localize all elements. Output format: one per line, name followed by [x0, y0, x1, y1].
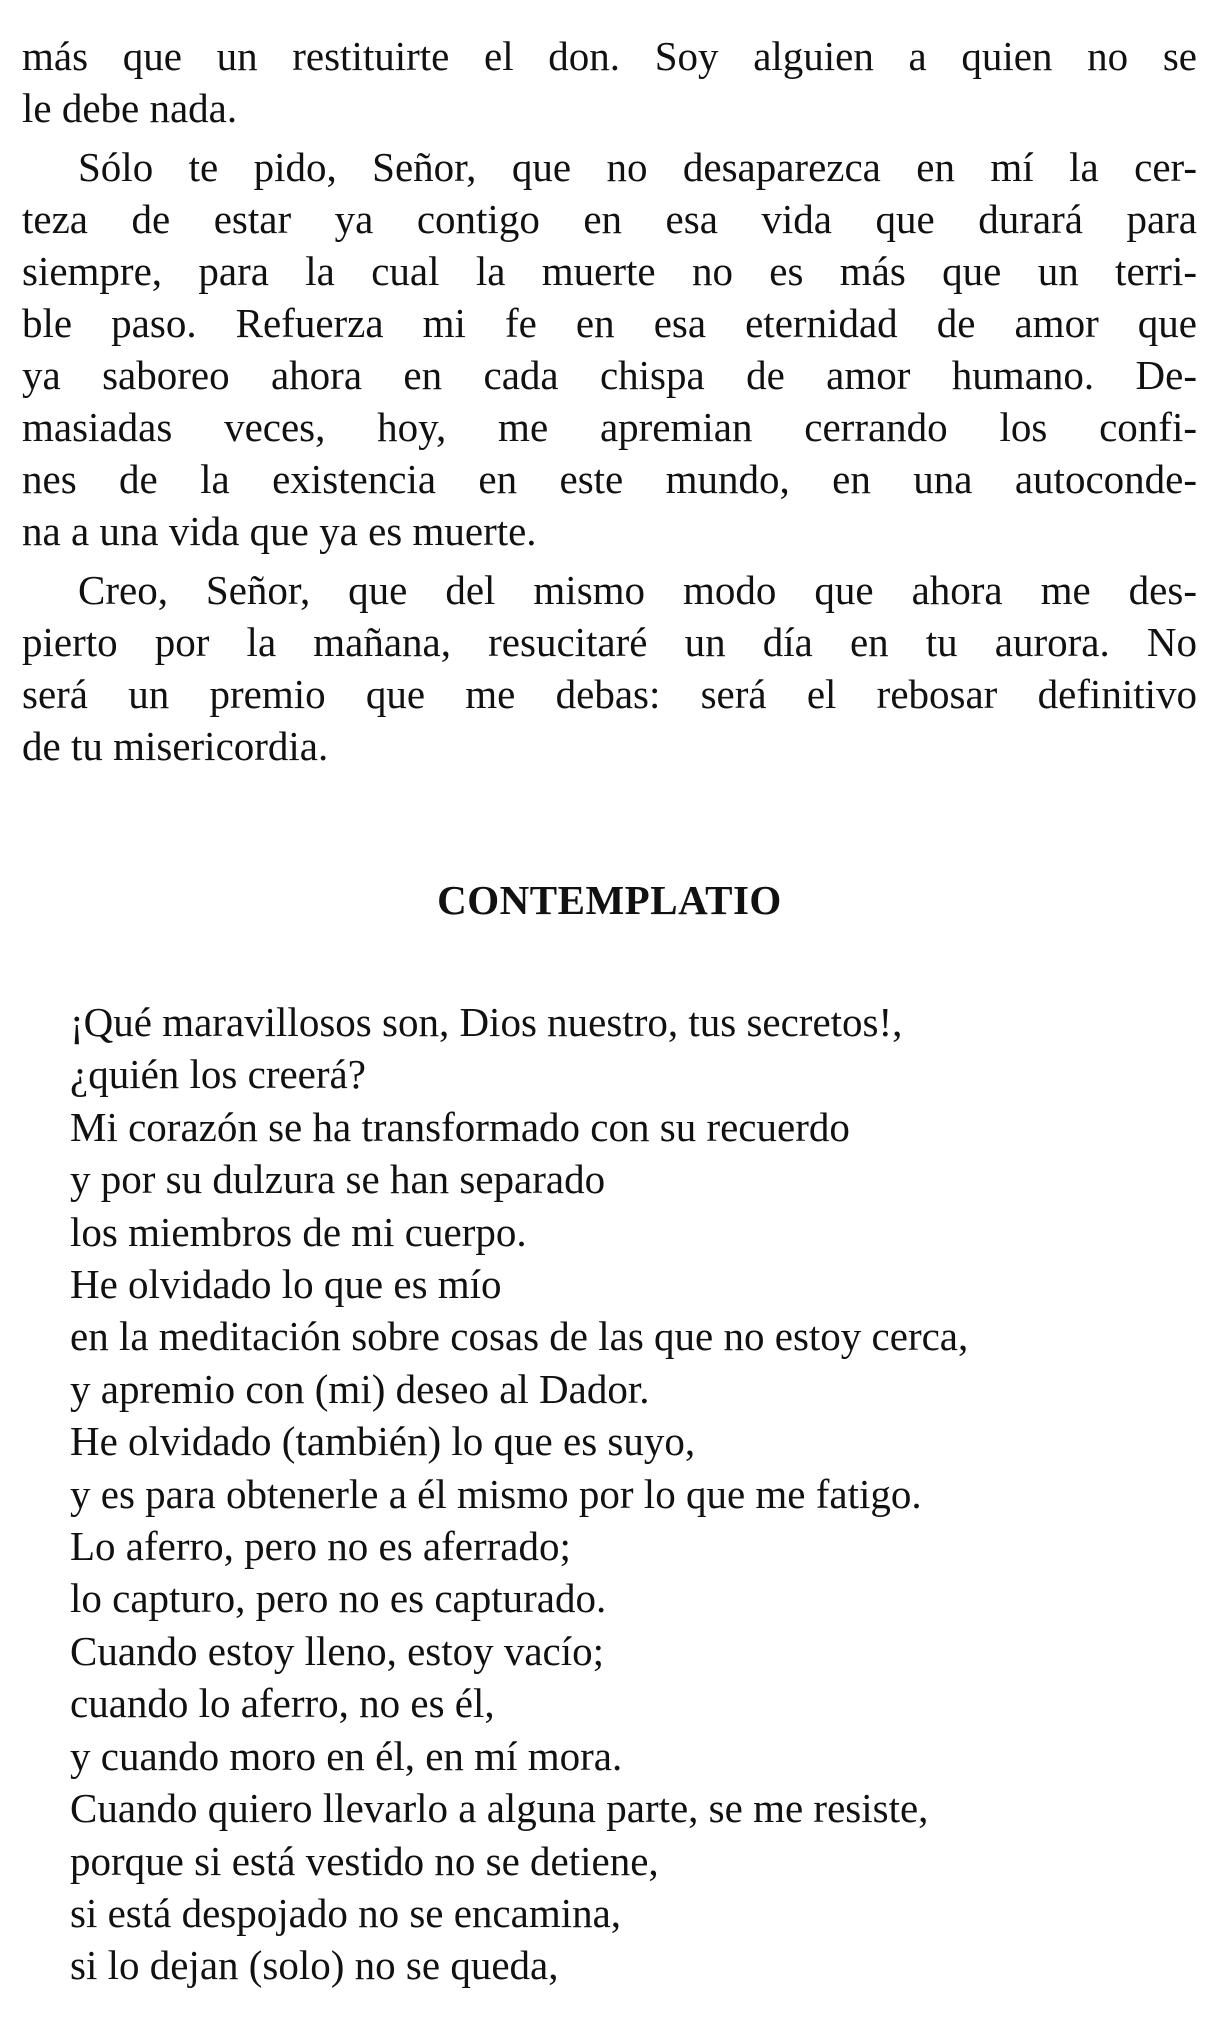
- text-line: masiadas veces, hoy, me apremian cerrando los confi-: [22, 404, 1197, 450]
- poem-line: porque si está vestido no se detiene,: [70, 1837, 659, 1884]
- paragraph-2: [22, 141, 1197, 557]
- poem-line: Cuando quiero llevarlo a alguna parte, se me resiste,: [70, 1785, 929, 1832]
- poem-line: los miembros de mi cuerpo.: [70, 1208, 527, 1255]
- poem-line: ¡Qué maravillosos son, Dios nuestro, tus secretos!,: [70, 999, 903, 1045]
- poem-line: He olvidado (también) lo que es suyo,: [70, 1418, 696, 1465]
- text-line: pierto por la mañana, resucitaré un día en tu aurora. No: [22, 619, 1197, 665]
- text-line: na a una vida que ya es muerte.: [22, 508, 537, 554]
- text-line: Creo, Señor, que del mismo modo que ahora me des-: [78, 567, 1197, 613]
- poem-line: y es para obtenerle a él mismo por lo que me fatigo.: [70, 1470, 922, 1517]
- poem-line: si está despojado no se encamina,: [70, 1889, 622, 1936]
- paragraph-3: [22, 564, 1197, 772]
- book-page: [22, 30, 1197, 1992]
- text-line: será un premio que me debas: será el rebosar definitivo: [22, 671, 1197, 717]
- poem-line: en la meditación sobre cosas de las que no estoy cerca,: [70, 1313, 969, 1360]
- text-line: siempre, para la cual la muerte no es más que un terri-: [22, 248, 1197, 294]
- poem-line: y cuando moro en él, en mí mora.: [70, 1732, 623, 1779]
- poem-line: cuando lo aferro, no es él,: [70, 1680, 495, 1727]
- poem: [22, 996, 1197, 1992]
- text-line: ble paso. Refuerza mi fe en esa eternidad de amor que: [22, 300, 1197, 346]
- text-line: nes de la existencia en este mundo, en una autoconde-: [22, 456, 1197, 502]
- text-line: Sólo te pido, Señor, que no desaparezca en mí la cer-: [78, 144, 1197, 190]
- text-line: le debe nada.: [22, 85, 238, 131]
- poem-line: He olvidado lo que es mío: [70, 1261, 502, 1308]
- poem-line: Mi corazón se ha transformado con su recuerdo: [70, 1103, 850, 1150]
- poem-line: Cuando estoy lleno, estoy vacío;: [70, 1627, 605, 1674]
- poem-line: Lo aferro, pero no es aferrado;: [70, 1523, 571, 1570]
- poem-line: lo capturo, pero no es capturado.: [70, 1575, 607, 1622]
- poem-line: y por su dulzura se han separado: [70, 1156, 606, 1203]
- poem-line: y apremio con (mi) deseo al Dador.: [70, 1365, 650, 1412]
- section-heading: CONTEMPLATIO: [437, 877, 782, 923]
- text-line: de tu misericordia.: [22, 723, 329, 769]
- poem-line: si lo dejan (solo) no se queda,: [70, 1942, 559, 1989]
- text-line: teza de estar ya contigo en esa vida que durará para: [22, 196, 1197, 242]
- paragraph-1: [22, 30, 1197, 134]
- text-line: más que un restituirte el don. Soy alguien a quien no se: [22, 33, 1197, 79]
- text-line: ya saboreo ahora en cada chispa de amor humano. De-: [22, 352, 1197, 398]
- poem-line: ¿quién los creerá?: [70, 1051, 366, 1098]
